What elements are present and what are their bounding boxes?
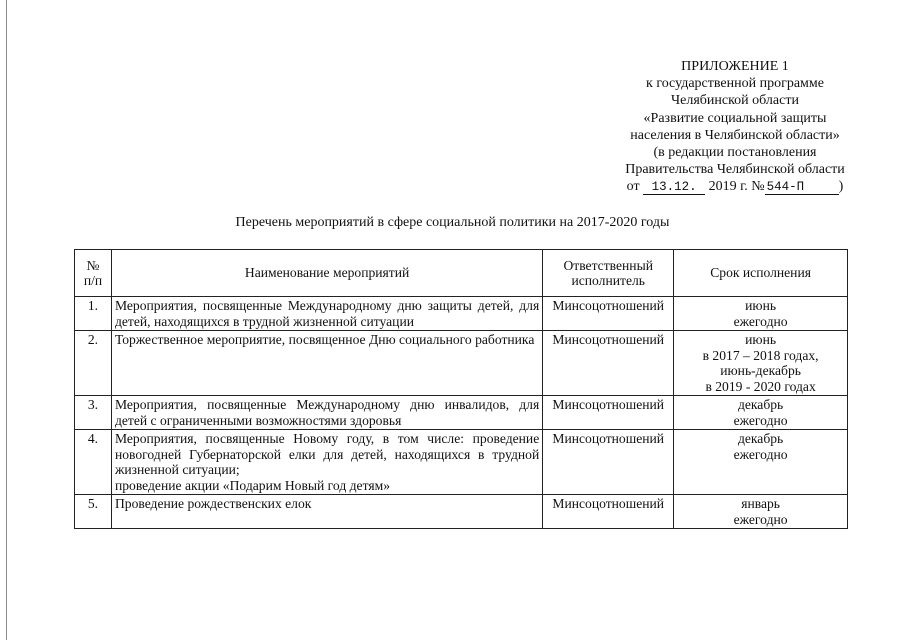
term-line: июнь-декабрь: [720, 363, 801, 378]
term-line: июнь: [745, 298, 777, 313]
table-row: [75, 297, 848, 331]
appendix-line: Челябинской области: [671, 93, 799, 109]
appendix-line: Правительства Челябинской области: [625, 162, 845, 178]
table-row: [75, 495, 848, 529]
event-name: [111, 331, 542, 396]
row-number: 3.: [75, 396, 112, 430]
responsible-executor: Минсоцотношений: [543, 331, 674, 396]
appendix-line: населения в Челябинской области»: [630, 127, 840, 143]
responsible-executor: Минсоцотношений: [543, 297, 674, 331]
term-line: ежегодно: [733, 412, 788, 428]
term-line: ежегодно: [733, 446, 788, 462]
table-row: [75, 430, 848, 495]
event-name-part: Проведение рождественских елок: [114, 496, 312, 511]
resolution-number: 544-П: [765, 180, 839, 195]
table-row: [75, 396, 848, 430]
term-line: ежегодно: [733, 313, 788, 329]
page-left-border: [6, 0, 7, 640]
event-name-part: проведение акции «Подарим Новый год детям»: [114, 477, 391, 493]
event-name-part: Мероприятия, посвященные Международному дню защиты детей, для детей, находящихся в трудной жизненной ситуации: [114, 298, 540, 329]
event-name-part: Мероприятия, посвященные Международному дню инвалидов, для детей с ограниченными возможностями здоровья: [114, 397, 540, 428]
table-header-row: [75, 250, 848, 297]
row-number: 2.: [75, 331, 112, 396]
term-line: в 2017 – 2018 годах,: [702, 347, 819, 363]
table-row: [75, 331, 848, 396]
row-number: 5.: [75, 495, 112, 529]
term-line: в 2019 - 2020 годах: [705, 378, 816, 394]
row-number: 4.: [75, 430, 112, 495]
event-name: [111, 495, 542, 529]
term-line: июнь: [745, 332, 777, 347]
appendix-line: «Развитие социальной защиты: [643, 110, 827, 126]
term-line: декабрь: [737, 431, 784, 446]
execution-term: [674, 331, 848, 396]
header-responsible: Ответственный исполнитель: [543, 250, 674, 297]
row-number: 1.: [75, 297, 112, 331]
responsible-executor: Минсоцотношений: [543, 430, 674, 495]
appendix-line: к государственной программе: [646, 76, 824, 92]
appendix-header: [590, 58, 880, 196]
term-line: ежегодно: [733, 511, 788, 527]
event-name: [111, 396, 542, 430]
header-term: Срок исполнения: [674, 250, 848, 297]
header-name: Наименование мероприятий: [111, 250, 542, 297]
document-title: Перечень мероприятий в сфере социальной политики на 2017-2020 годы: [235, 215, 670, 230]
execution-term: [674, 430, 848, 495]
year-number-label: 2019 г. №: [708, 179, 765, 195]
appendix-line: (в редакции постановления: [653, 145, 817, 161]
event-name-part: Торжественное мероприятие, посвященное Дню социального работника: [114, 332, 535, 347]
responsible-executor: Минсоцотношений: [543, 396, 674, 430]
date-prefix: от: [626, 179, 640, 195]
execution-term: [674, 297, 848, 331]
responsible-executor: Минсоцотношений: [543, 495, 674, 529]
execution-term: [674, 495, 848, 529]
header-num: № п/п: [75, 250, 112, 297]
event-name: [111, 430, 542, 495]
resolution-date-line: [590, 178, 880, 195]
event-name-part: Мероприятия, посвященные Новому году, в том числе: проведение новогодней Губернаторской елки для детей, находящихся в трудной жизненной ситуации;: [114, 431, 540, 477]
event-name: [111, 297, 542, 331]
execution-term: [674, 396, 848, 430]
term-line: январь: [741, 496, 780, 511]
closing-paren: ): [838, 179, 844, 195]
appendix-line: ПРИЛОЖЕНИЕ 1: [681, 59, 789, 74]
resolution-date: 13.12.: [643, 180, 705, 195]
term-line: декабрь: [737, 397, 784, 412]
events-table: [74, 249, 848, 529]
